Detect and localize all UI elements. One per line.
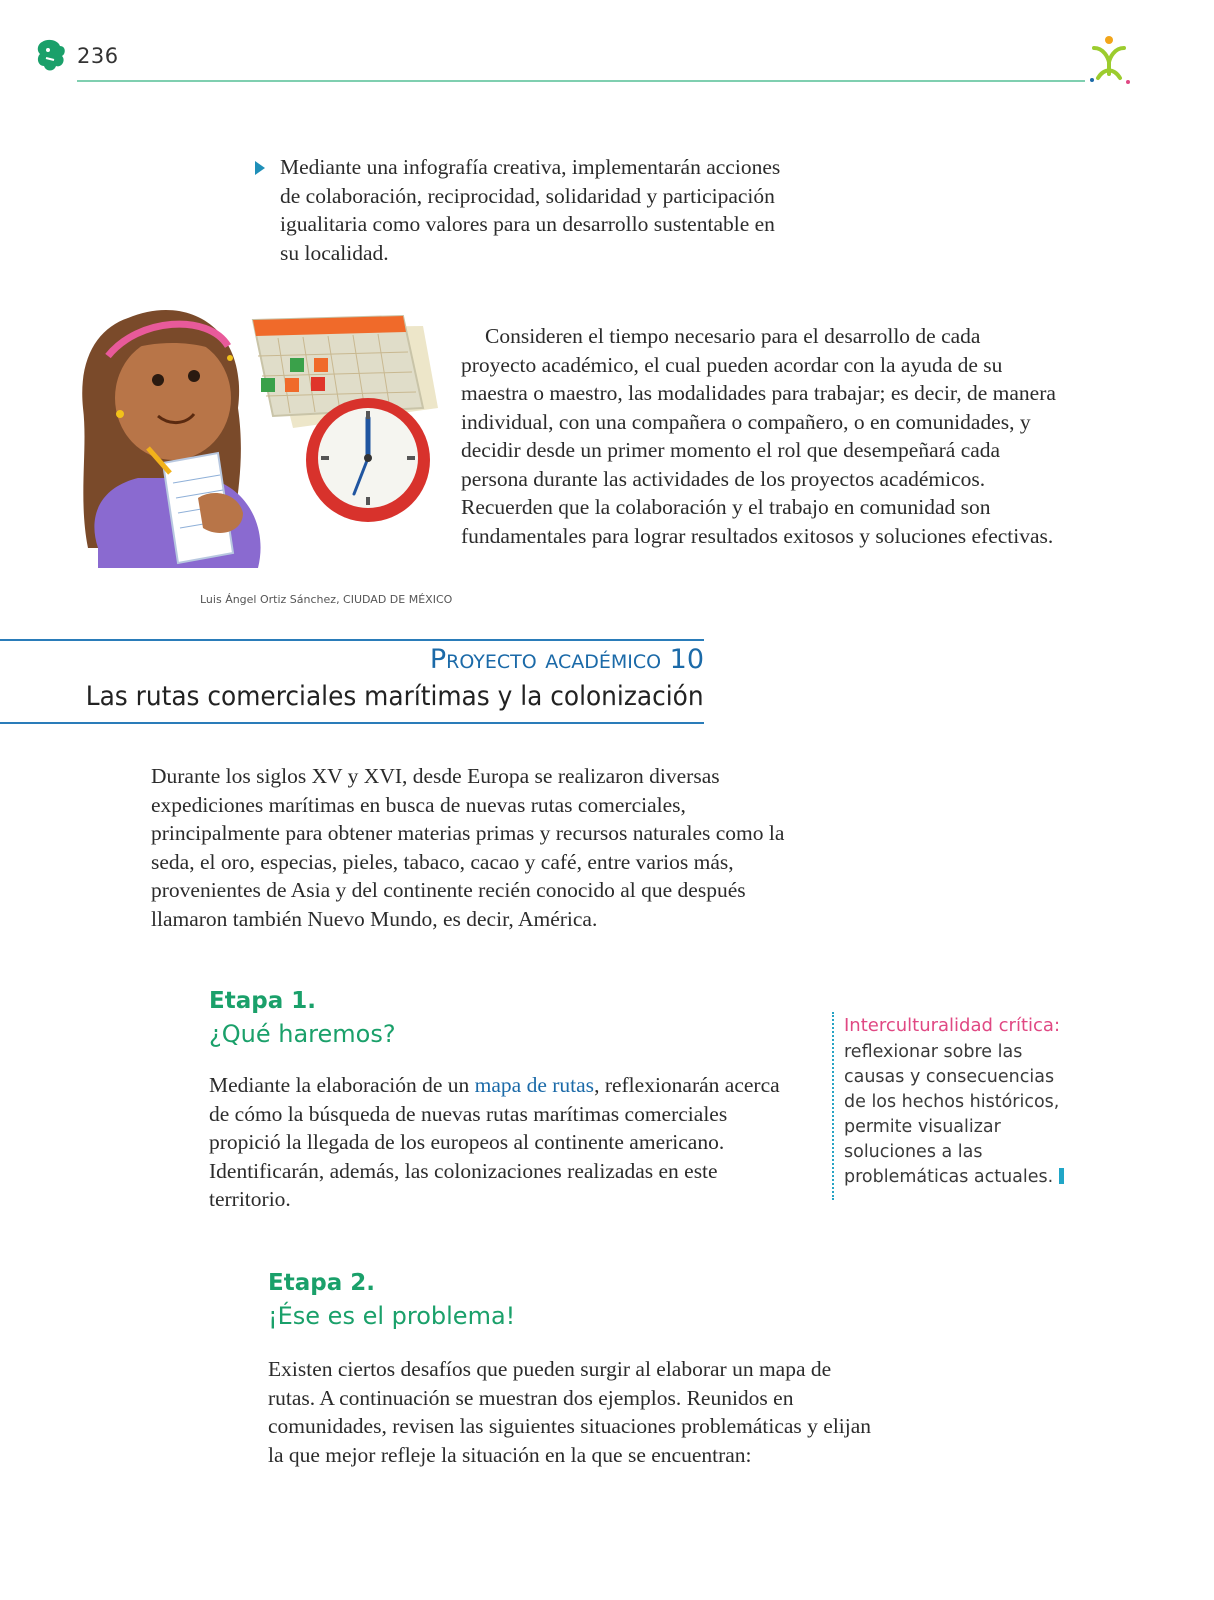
intro-paragraph: Durante los siglos XV y XVI, desde Europa se realizaron diversas expediciones marítimas en busca de nuevas rutas comerciales, principalmente para obtener materias primas y recursos naturales como la seda, el oro, especias, pieles, tabaco, cacao y café, entre varios más, provenientes de Asia y del continente recién conocido al que después llamaron también Nuevo Mundo, es decir, América. <box>151 764 785 931</box>
bullet-arrow-icon <box>255 161 265 175</box>
etapa1-text-before: Mediante la elaboración de un <box>209 1073 475 1097</box>
clock-icon <box>306 398 430 522</box>
project-title: Las rutas comerciales marítimas y la colonización <box>86 681 704 712</box>
student-calendar-clock-illustration <box>78 298 438 583</box>
etapa1-text <box>209 1071 789 1214</box>
sidebar-body: reflexionar sobre las causas y consecuencias de los hechos históricos, permite visualizar soluciones a las problemáticas actuales. <box>844 1042 1060 1187</box>
page-number: 236 <box>77 44 119 68</box>
project-rule-top <box>0 639 704 641</box>
intro-block-text: Consideren el tiempo necesario para el desarrollo de cada proyecto académico, el cual pueden acordar con la ayuda de su maestra o maestro, las modalidades para trabajar; es decir, de manera individual, con una compañera o compañero, o en comunidades, y decidir desde un primer momento el rol que desempeñará cada persona durante las actividades de los proyectos académicos. Recuerden que la colaboración y el trabajo en comunidad son fundamentales para lograr resultados exitosos y soluciones efectivas. <box>461 324 1056 548</box>
header-rule <box>77 80 1085 82</box>
project-rule-bottom <box>0 722 704 724</box>
series-logo-icon <box>1084 34 1134 86</box>
bullet-text: Mediante una infografía creativa, implementarán acciones de colaboración, reciprocidad, solidaridad y participación igualitaria como valores para un desarrollo sustentable en su localidad. <box>280 155 781 265</box>
mapa-de-rutas-link[interactable]: mapa de rutas <box>474 1073 595 1097</box>
illustration-caption: Luis Ángel Ortiz Sánchez, CIUDAD DE MÉXICO <box>200 593 453 606</box>
sidebar-text <box>844 1040 1076 1190</box>
etapa1-subtitle: ¿Qué haremos? <box>209 1020 396 1048</box>
sidebar-title: Interculturalidad crítica: <box>844 1015 1061 1036</box>
etapa2-text: Existen ciertos desafíos que pueden surgir al elaborar un mapa de rutas. A continuación se muestran dos ejemplos. Reunidos en comunidades, revisen las siguientes situaciones problemáticas y elijan la que mejor refleje la situación en la que se encuentran: <box>268 1357 872 1467</box>
etapa1-label: Etapa 1. <box>209 988 316 1014</box>
project-label: Proyecto académico 10 <box>429 644 704 675</box>
etapa2-label: Etapa 2. <box>268 1270 375 1296</box>
book-section-icon <box>36 38 68 74</box>
student-girl-icon <box>82 310 260 568</box>
etapa1-text-after: , reflexionarán acerca de cómo la búsqueda de nuevas rutas marítimas comerciales propició la llegada de los europeos al continente americano. Identificarán, además, las colonizaciones realizadas en este territorio. <box>209 1073 780 1211</box>
etapa2-subtitle: ¡Ése es el problema! <box>268 1302 516 1330</box>
sidebar-dotted-rule <box>832 1012 834 1200</box>
sidebar-end-mark-icon <box>1059 1168 1064 1184</box>
